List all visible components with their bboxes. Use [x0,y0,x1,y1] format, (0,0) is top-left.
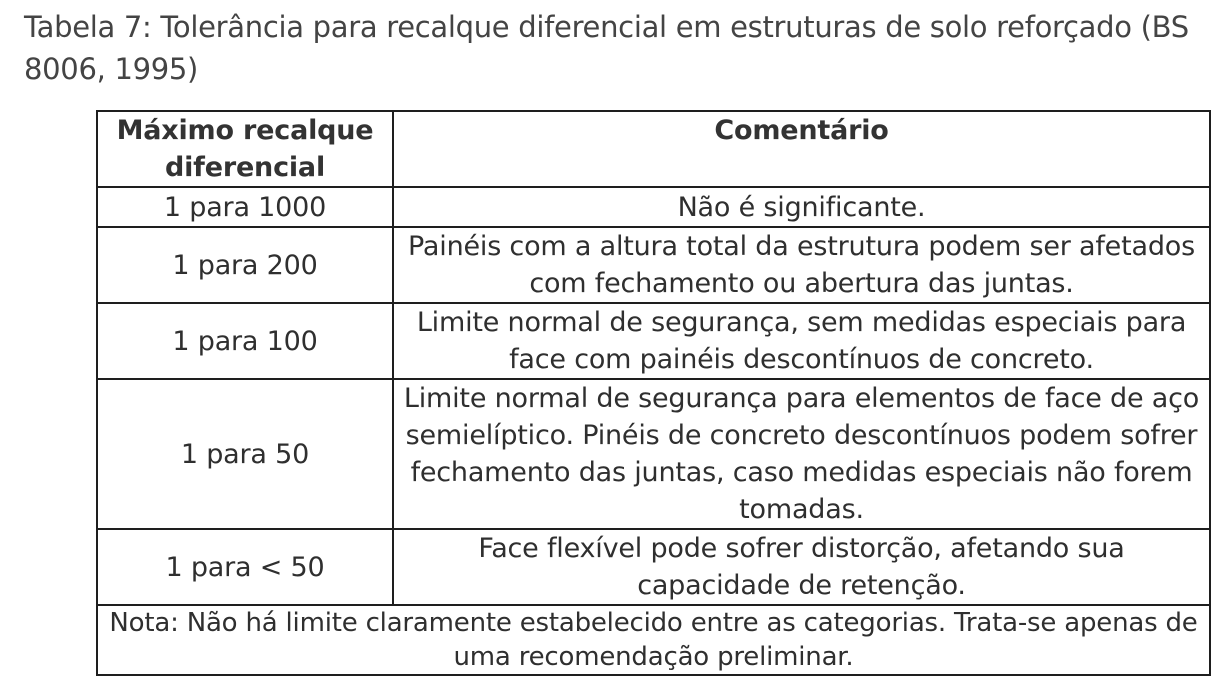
table-row [97,227,1210,303]
max-settlement-cell: 1 para 50 [97,379,393,529]
table-row [97,187,1210,227]
comment-cell: Face flexível pode sofrer distorção, afetando sua capacidade de retenção. [393,529,1210,605]
table-row [97,379,1210,529]
header-comment: Comentário [393,111,1210,187]
settlement-tolerance-table [96,110,1211,676]
max-settlement-cell: 1 para 1000 [97,187,393,227]
table-caption: Tabela 7: Tolerância para recalque diferencial em estruturas de solo reforçado (BS 8006, 1995) [24,10,1189,86]
table-note-row [97,605,1210,675]
table-note: Nota: Não há limite claramente estabelecido entre as categorias. Trata-se apenas de uma recomendação preliminar. [97,605,1210,675]
comment-cell: Não é significante. [393,187,1210,227]
header-max-settlement: Máximo recalque diferencial [97,111,393,187]
comment-cell: Limite normal de segurança, sem medidas especiais para face com painéis descontínuos de concreto. [393,303,1210,379]
max-settlement-cell: 1 para 100 [97,303,393,379]
table-row [97,529,1210,605]
table-header-row [97,111,1210,187]
max-settlement-cell: 1 para < 50 [97,529,393,605]
comment-cell: Painéis com a altura total da estrutura podem ser afetados com fechamento ou abertura das juntas. [393,227,1210,303]
table-row [97,303,1210,379]
comment-cell: Limite normal de segurança para elementos de face de aço semielíptico. Pinéis de concreto descontínuos podem sofrer fechamento das juntas, caso medidas especiais não forem tomadas. [393,379,1210,529]
max-settlement-cell: 1 para 200 [97,227,393,303]
